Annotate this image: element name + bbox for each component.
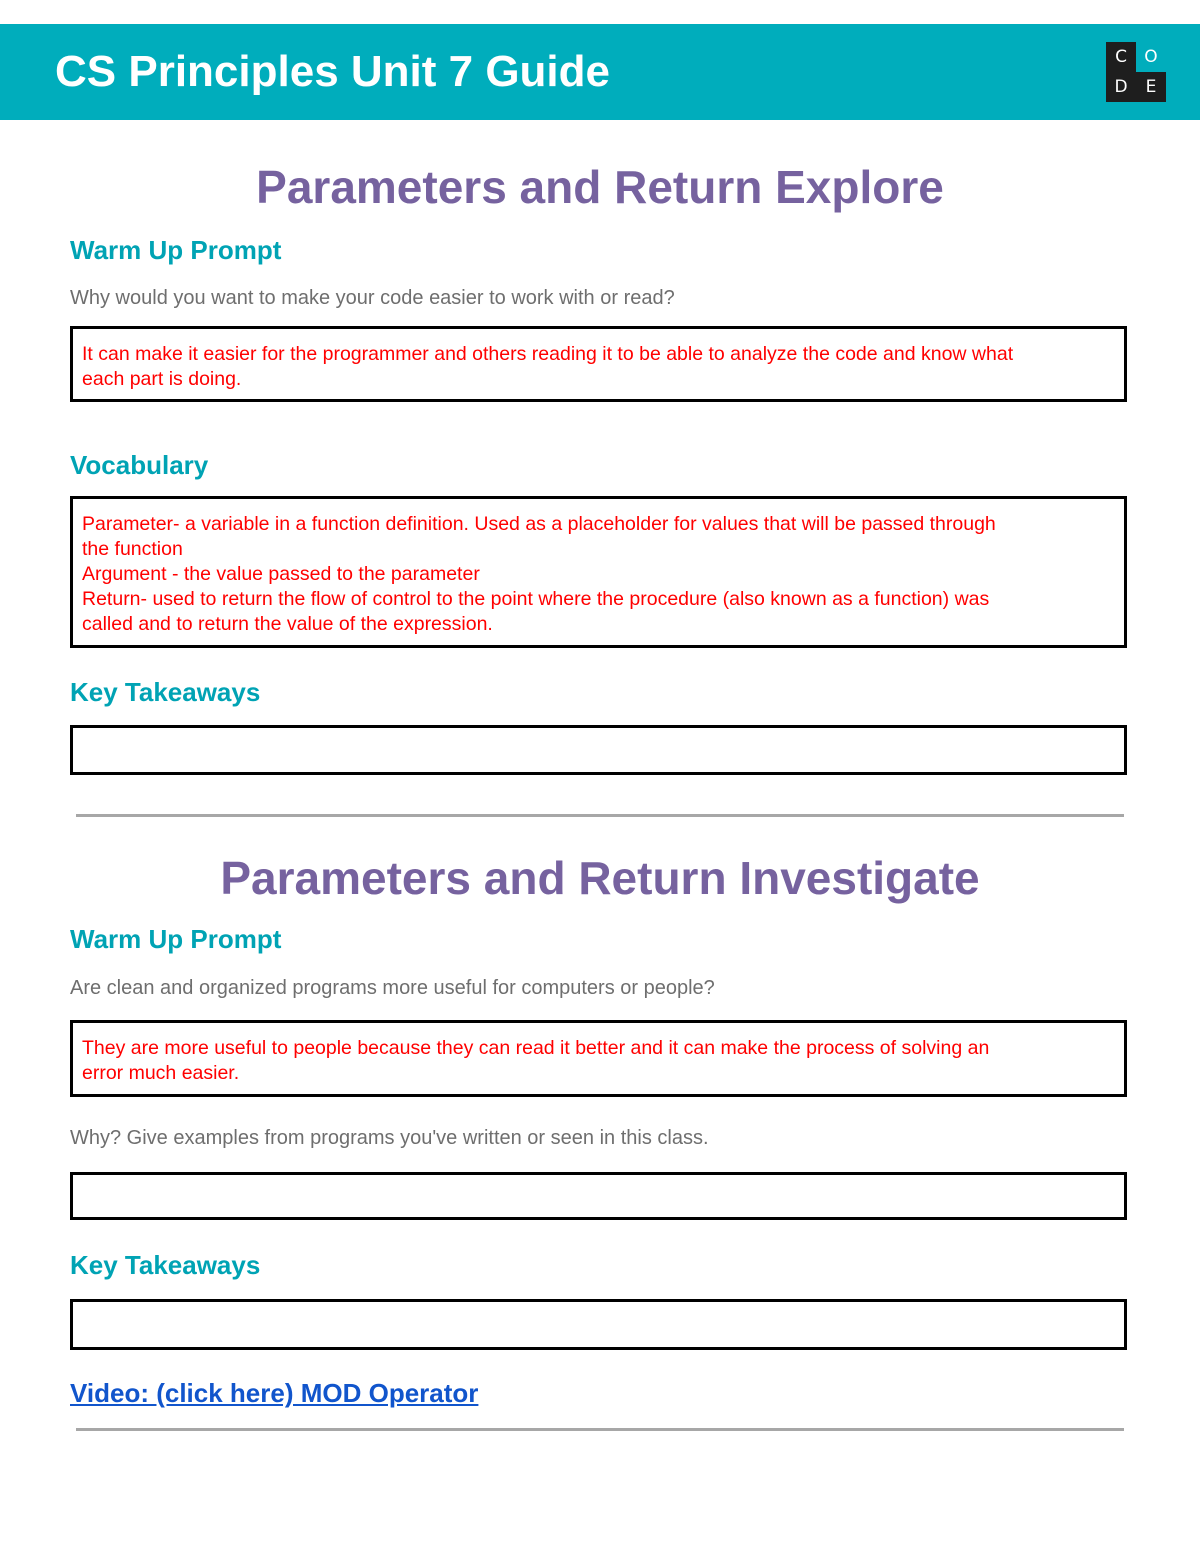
logo-letter-d: D [1106, 72, 1136, 102]
vocabulary-heading: Vocabulary [70, 450, 209, 480]
logo-letter-c: C [1106, 42, 1136, 72]
mod-operator-video-link[interactable]: Video: (click here) MOD Operator [70, 1378, 479, 1408]
logo-letter-o: O [1136, 42, 1166, 72]
explore-section-title: Parameters and Return Explore [256, 161, 944, 213]
page-title: CS Principles Unit 7 Guide [55, 47, 611, 96]
explore-key-takeaways-heading: Key Takeaways [70, 677, 261, 707]
section-divider [76, 814, 1124, 817]
explore-key-takeaways-box[interactable] [70, 725, 1127, 775]
investigate-section-title: Parameters and Return Investigate [220, 852, 980, 904]
investigate-followup-question: Why? Give examples from programs you've written or seen in this class. [70, 1127, 709, 1149]
explore-warmup-answer-box[interactable] [70, 326, 1127, 402]
investigate-key-takeaways-heading: Key Takeaways [70, 1250, 261, 1280]
investigate-warmup-heading: Warm Up Prompt [70, 924, 282, 954]
investigate-key-takeaways-box[interactable] [70, 1299, 1127, 1350]
answer-line: error much easier. [82, 1062, 240, 1084]
vocab-line: the function [82, 538, 183, 560]
explore-warmup-question: Why would you want to make your code easier to work with or read? [70, 287, 675, 309]
logo-letter-e: E [1136, 72, 1166, 102]
explore-warmup-heading: Warm Up Prompt [70, 235, 282, 265]
vocab-line: Argument - the value passed to the parameter [82, 563, 480, 585]
answer-line: It can make it easier for the programmer and others reading it to be able to analyze the code and know what [82, 343, 1014, 365]
section-divider [76, 1428, 1124, 1431]
vocab-line: Return- used to return the flow of control to the point where the procedure (also known as a function) was [82, 588, 990, 610]
answer-line: They are more useful to people because they can read it better and it can make the process of solving an [82, 1037, 990, 1059]
investigate-warmup-question: Are clean and organized programs more useful for computers or people? [70, 977, 715, 999]
investigate-followup-answer-box[interactable] [70, 1172, 1127, 1220]
vocabulary-answer-box[interactable] [70, 496, 1127, 648]
code-org-logo [1106, 42, 1166, 102]
vocab-line: called and to return the value of the expression. [82, 613, 493, 635]
answer-line: each part is doing. [82, 368, 242, 390]
investigate-warmup-answer-box[interactable] [70, 1020, 1127, 1097]
vocab-line: Parameter- a variable in a function definition. Used as a placeholder for values that will be passed through [82, 513, 996, 535]
